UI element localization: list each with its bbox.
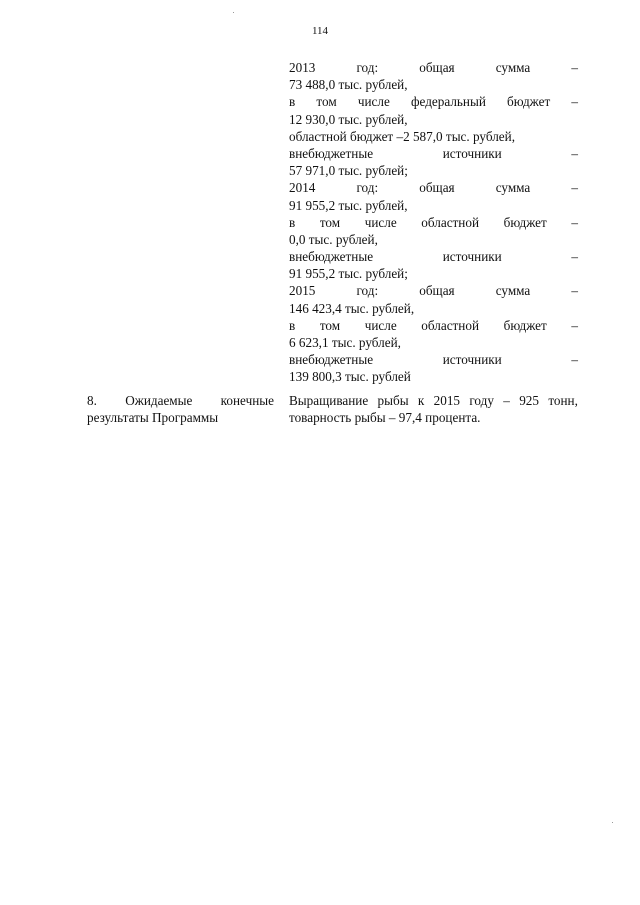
word: – [571,317,578,333]
funding-line [289,317,578,334]
word: числе [364,214,397,230]
word: том [316,94,337,110]
word: источники [442,145,502,161]
word: в [289,317,296,333]
word: областной [421,317,480,333]
word: в [289,94,296,110]
word: сумма [495,60,531,75]
word: 925 [519,393,539,408]
word: 91 955,2 тыс. рублей; [289,266,408,282]
word: 2014 [289,180,316,196]
word: сумма [495,180,531,196]
word: 2015 [433,393,461,408]
word: – [571,180,578,196]
word: общая [419,283,455,299]
funding-text-column [289,59,578,386]
word: тонн, [548,393,578,408]
word: – [571,60,578,75]
funding-line [289,282,578,299]
word: товарность рыбы – 97,4 процента. [289,410,481,426]
word: числе [357,94,390,110]
funding-line [289,248,578,265]
word: год: [356,283,379,299]
word: общая [419,180,455,196]
word: источники [442,352,502,368]
word: к [417,393,425,408]
word: – [571,283,578,299]
word: 2015 [289,283,316,299]
funding-line [289,76,578,93]
word: 91 955,2 тыс. рублей, [289,197,408,213]
word: областной [421,214,480,230]
funding-line [289,197,578,214]
scan-speck [233,12,234,13]
funding-line [289,265,578,282]
word: 73 488,0 тыс. рублей, [289,77,408,93]
page-number: 114 [311,25,329,37]
word: 8. [87,393,97,408]
word: 2013 [289,60,316,75]
funding-line [289,59,578,76]
word: внебюджетные [289,249,374,265]
word: Ожидаемые [125,393,193,408]
word: 6 623,1 тыс. рублей, [289,335,401,350]
funding-line [289,300,578,317]
word: 12 930,0 тыс. рублей, [289,111,408,127]
word: Выращивание [289,393,369,408]
word: бюджет [503,317,547,333]
word: – [571,94,578,110]
section-8-label [87,392,274,426]
word: числе [364,317,397,333]
word: 146 423,4 тыс. рублей, [289,300,415,316]
word: внебюджетные [289,352,374,368]
funding-line [289,162,578,179]
section-8-result-line [289,409,578,426]
funding-line [289,351,578,368]
word: областной бюджет –2 587,0 тыс. рублей, [289,128,516,144]
word: году [469,393,494,408]
funding-line [289,111,578,128]
word: в [289,214,296,230]
section-8-result-line [289,392,578,409]
word: бюджет [503,214,547,230]
word: 0,0 тыс. рублей, [289,231,378,247]
word: общая [419,60,455,75]
word: – [571,352,578,368]
word: бюджет [507,94,551,110]
word: – [571,145,578,161]
word: результаты Программы [87,410,219,426]
funding-line [289,93,578,110]
word: – [503,393,510,408]
word: конечные [220,393,274,408]
funding-line [289,334,578,351]
word: – [571,249,578,265]
funding-line [289,368,578,385]
word: том [319,317,341,333]
word: сумма [495,283,531,299]
funding-line [289,145,578,162]
word: год: [356,180,379,196]
section-8-label-line [87,409,274,426]
word: федеральный [410,94,486,110]
word: 57 971,0 тыс. рублей; [289,163,408,179]
word: рыбы [377,393,409,408]
word: том [319,214,341,230]
word: – [571,214,578,230]
section-8-result [289,392,578,426]
word: источники [442,249,502,265]
funding-line [289,179,578,196]
scan-speck [612,822,613,823]
funding-line [289,214,578,231]
funding-line [289,231,578,248]
word: 139 800,3 тыс. рублей [289,369,411,385]
word: внебюджетные [289,145,374,161]
section-8-label-line [87,392,274,409]
funding-line [289,128,578,145]
word: год: [356,60,379,75]
